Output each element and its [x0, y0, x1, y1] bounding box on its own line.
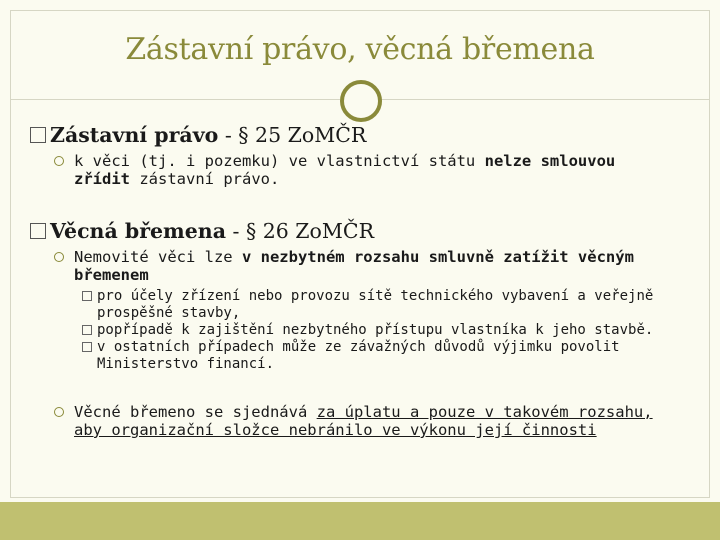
item-text: k věci (tj. i pozemku) ve vlastnictví státu — [74, 152, 485, 170]
list-item — [30, 248, 680, 284]
sub-item-text: v ostatních případech může ze závažných důvodů výjimku povolit Ministerstvo financí. — [97, 339, 620, 372]
small-square-bullet-icon — [82, 325, 92, 335]
ring-ornament-icon — [340, 80, 382, 122]
section-zastavni-pravo — [30, 122, 680, 188]
slide-title: Zástavní právo, věcná břemena — [125, 32, 595, 67]
item-text-underlined: za úplatu a pouze v takovém rozsahu, aby organizační složce nebránilo ve výkonu její činnosti — [74, 403, 653, 439]
footer-band — [0, 502, 720, 540]
sub-list-item — [30, 339, 680, 373]
item-text: Věcné břemeno se sjednává — [74, 403, 317, 421]
list-item — [30, 403, 680, 439]
section-heading — [30, 218, 680, 244]
item-text-after: zástavní právo. — [130, 170, 280, 188]
title-divider-right — [380, 99, 710, 100]
section-heading — [30, 122, 680, 148]
item-text-bold: nelze smlouvou zřídit — [74, 152, 616, 188]
small-square-bullet-icon — [82, 342, 92, 352]
circle-bullet-icon — [54, 407, 64, 417]
small-square-bullet-icon — [82, 291, 92, 301]
heading-bold: Zástavní právo — [50, 123, 219, 147]
heading-rest: - § 25 ZoMČR — [218, 123, 367, 147]
sub-item-text: pro účely zřízení nebo provozu sítě technického vybavení a veřejně prospěšné stavby, — [97, 288, 654, 321]
square-bullet-icon — [30, 223, 46, 239]
heading-bold: Věcná břemena — [50, 219, 226, 243]
sub-item-text: popřípadě k zajištění nezbytného přístupu vlastníka k jeho stavbě. — [97, 322, 654, 338]
circle-bullet-icon — [54, 252, 64, 262]
sub-list-item — [30, 322, 680, 339]
heading-rest: - § 26 ZoMČR — [225, 219, 375, 243]
square-bullet-icon — [30, 127, 46, 143]
item-text-bold: v nezbytném rozsahu smluvně zatížit věcným břemenem — [74, 248, 634, 284]
sub-list-item — [30, 288, 680, 322]
circle-bullet-icon — [54, 156, 64, 166]
title-divider-left — [10, 99, 340, 100]
section-vecna-bremena — [30, 218, 680, 439]
item-text: Nemovité věci lze — [74, 248, 242, 266]
list-item — [30, 152, 680, 188]
